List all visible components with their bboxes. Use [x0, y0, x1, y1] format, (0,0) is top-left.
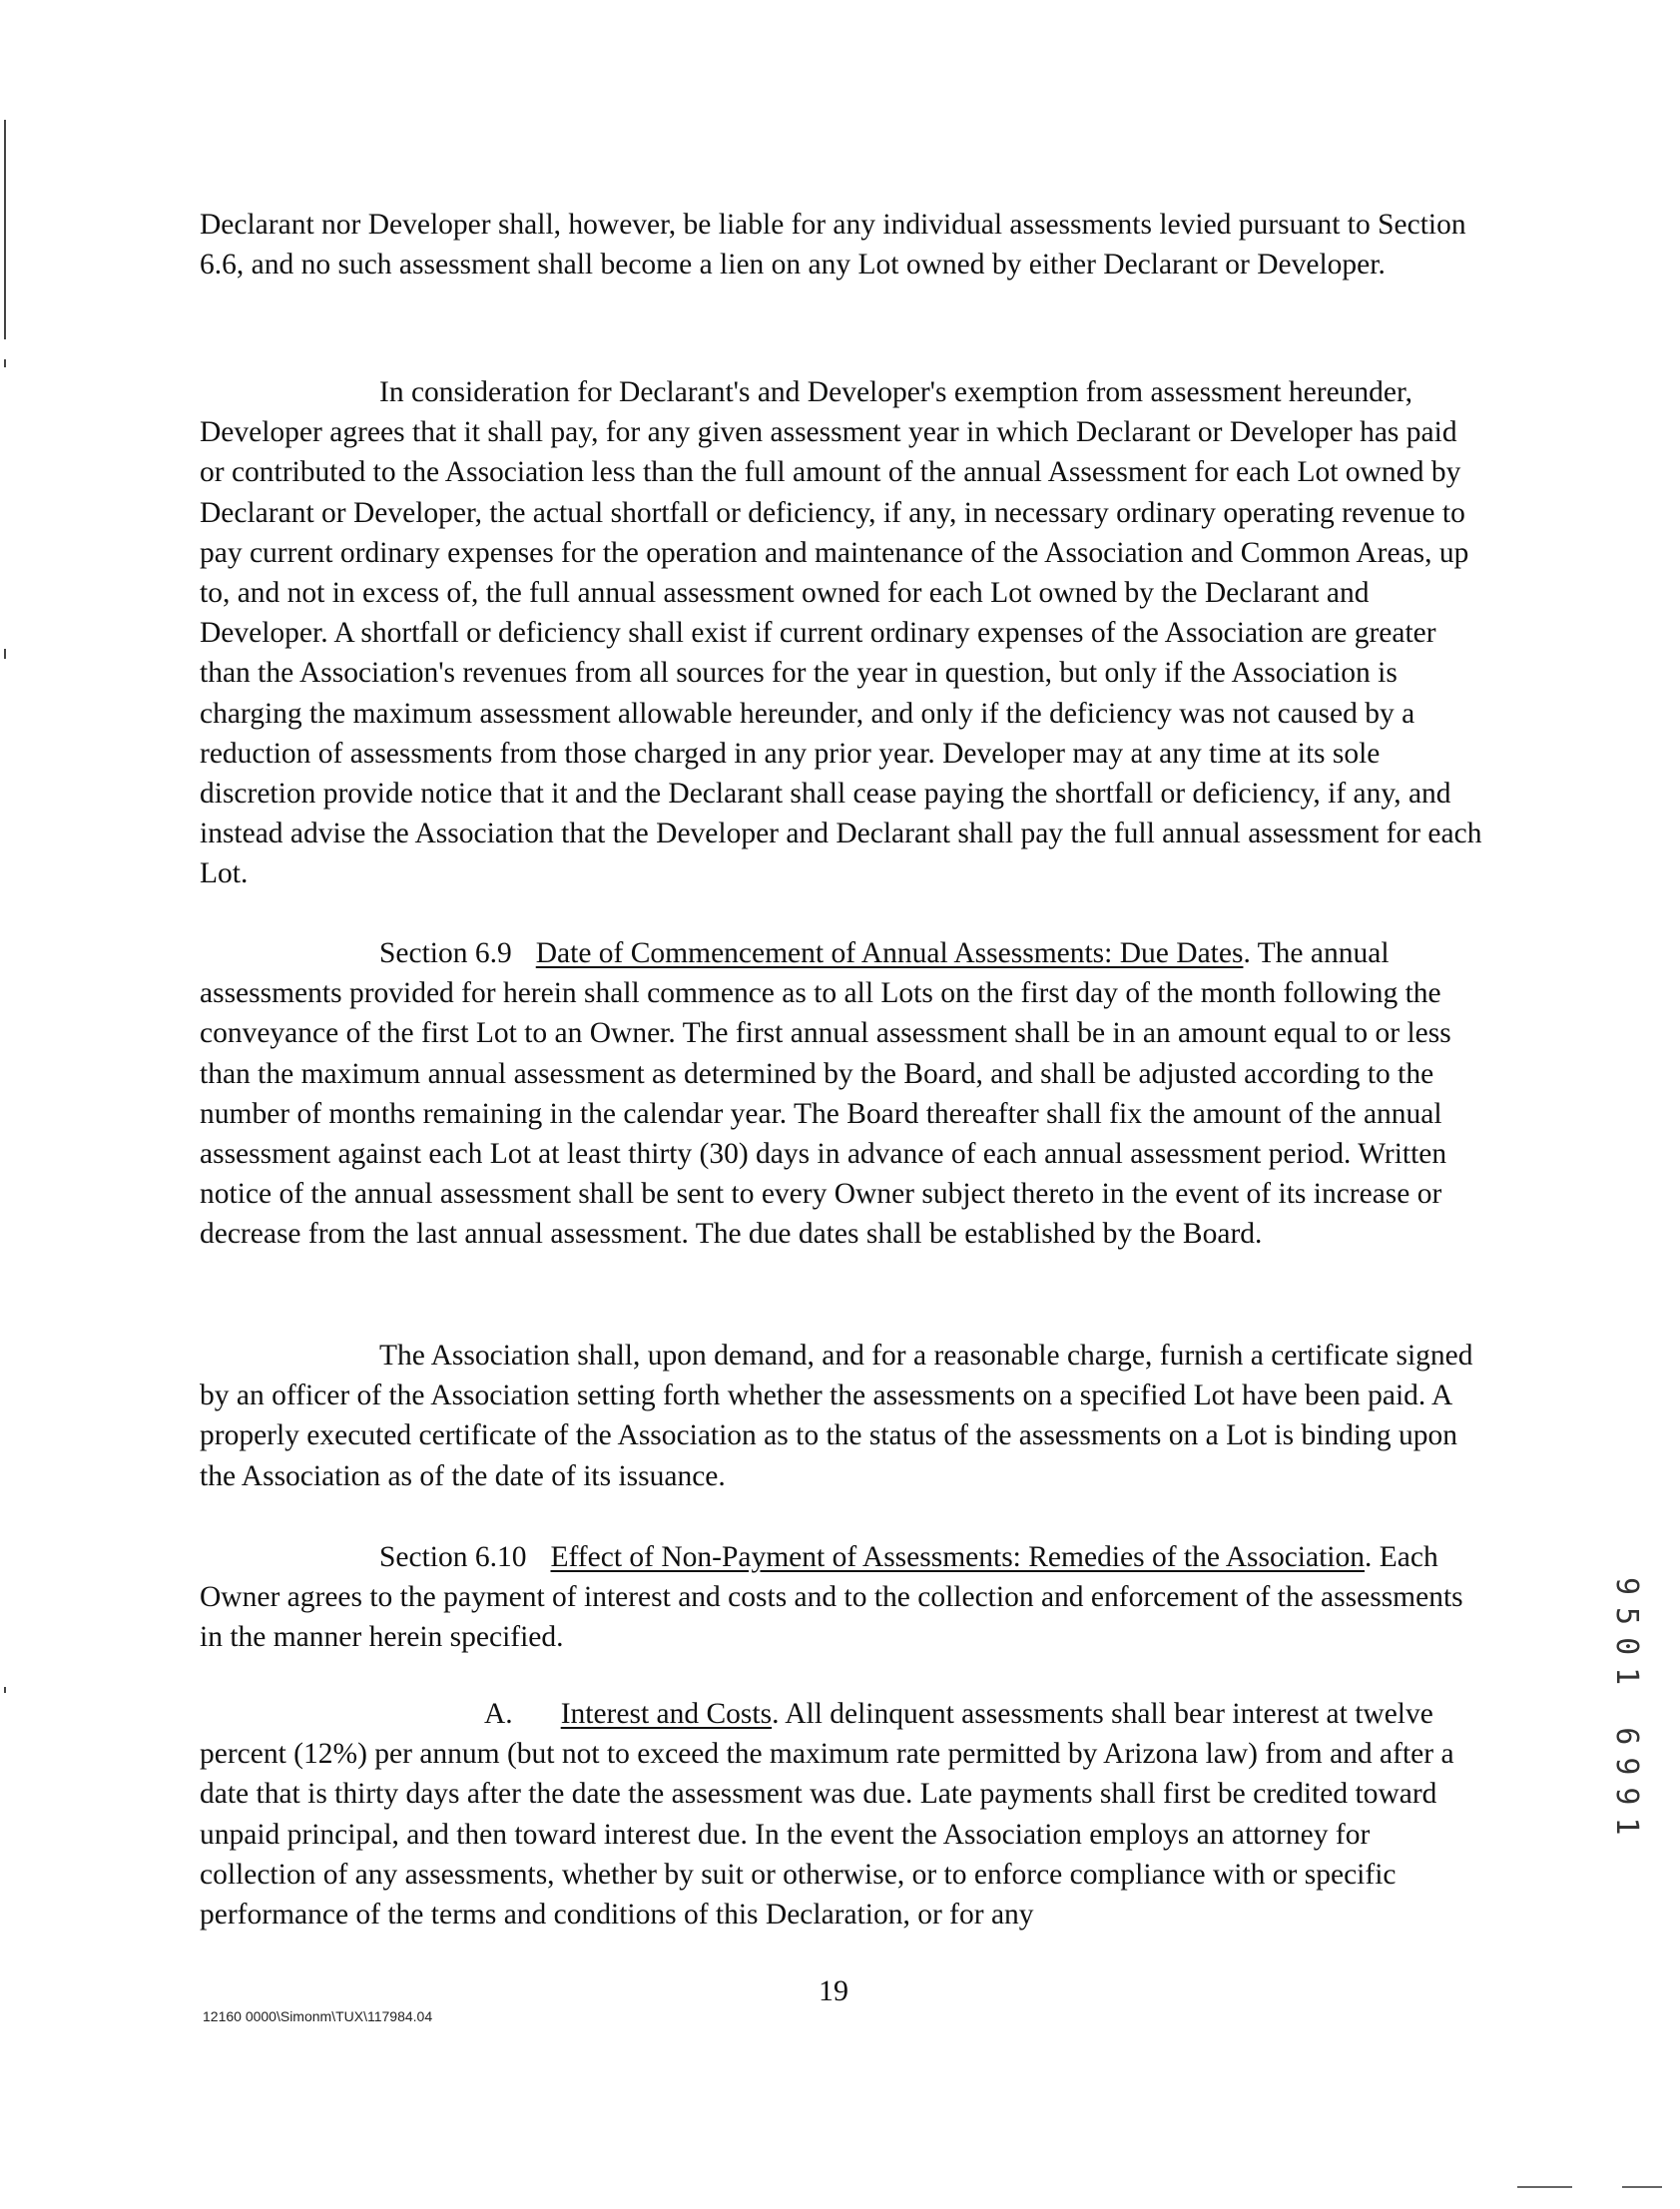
subsection-a-title: Interest and Costs — [560, 1698, 773, 1730]
document-id: 12160 0000\Simonm\TUX\117984.04 — [203, 2008, 433, 2024]
section-6-10-title: Effect of Non-Payment of Assessments: Remedies of the Association — [550, 1541, 1365, 1573]
paragraph-developer-shortfall: In consideration for Declarant's and Developer's exemption from assessment hereunder, Developer agrees that it shall pay, for any given assessment year in which Declarant or Developer has paid or contributed to the Association less than the full amount of the annual Assessment for each Lot owned by Declarant or Developer, the actual shortfall or deficiency, if any, in necessary ordinary operating revenue to pay current ordinary expenses for the operation and maintenance of the Association and Common Areas, up to, and not in excess of, the full annual assessment owned for each Lot owned by the Declarant and Developer. A shortfall or deficiency shall exist if current ordinary expenses of the Association are greater than the Association's revenues from all sources for the year in question, but only if the Association is charging the maximum assessment allowable hereunder, and only if the deficiency was not caused by a reduction of assessments from those charged in any prior year. Developer may at any time at its sole discretion provide notice that it and the Declarant shall cease paying the shortfall or deficiency, if any, and instead advise the Association that the Developer and Declarant shall pay the full annual assessment for each Lot. — [200, 376, 1482, 890]
section-6-10 — [200, 1537, 1487, 1658]
subsection-a-label: A. — [484, 1698, 513, 1730]
scan-edge-mark — [4, 649, 6, 659]
section-6-9 — [200, 933, 1487, 1255]
subsection-a-body: . All delinquent assessments shall bear interest at twelve percent (12%) per annum (but not to exceed the maximum rate permitted by Arizona law) from and after a date that is thirty days after the date the assessment was due. Late payments shall first be credited toward unpaid principal, and then toward interest due. In the event the Association employs an attorney for collection of any assessments, whether by suit or otherwise, or to enforce compliance with or specific performance of the terms and conditions of this Declaration, or for any — [200, 1698, 1454, 1932]
section-6-9-title: Date of Commencement of Annual Assessments: Due Dates — [535, 937, 1244, 969]
page-number: 19 — [819, 1974, 848, 2007]
section-6-10-body: . Each Owner agrees to the payment of interest and costs and to the collection and enforcement of the assessments in the manner herein specified. — [200, 1541, 1463, 1654]
section-6-9-body: . The annual assessments provided for herein shall commence as to all Lots on the first day of the month following the conveyance of the first Lot to an Owner. The first annual assessment shall be in an amount equal to or less than the maximum annual assessment as determined by the Board, and shall be adjusted according to the number of months remaining in the calendar year. The Board thereafter shall fix the amount of the annual assessment against each Lot at least thirty (30) days in advance of each annual assessment period. Written notice of the annual assessment shall be sent to every Owner subject thereto in the event of its increase or decrease from the last annual assessment. The due dates shall be established by the Board. — [200, 937, 1451, 1251]
paragraph-certificate: The Association shall, upon demand, and for a reasonable charge, furnish a certificate signed by an officer of the Association setting forth whether the assessments on a specified Lot have been paid. A properly executed certificate of the Association as to the status of the assessments on a Lot is binding upon the Association as of the date of its issuance. — [200, 1340, 1473, 1492]
subsection-a — [200, 1694, 1487, 1934]
recording-stamp — [1609, 1577, 1652, 1917]
scan-edge-mark — [4, 1687, 6, 1693]
scan-edge-mark — [1622, 2186, 1662, 2188]
section-6-10-number: Section 6.10 — [379, 1541, 527, 1573]
section-6-9-number: Section 6.9 — [379, 937, 512, 969]
scan-edge-mark — [4, 120, 6, 339]
scan-edge-mark — [4, 359, 6, 367]
recording-stamp-text: 9501 6991 — [1609, 1577, 1644, 1848]
paragraph-declarant-liability: Declarant nor Developer shall, however, be liable for any individual assessments levied pursuant to Section 6.6, and no such assessment shall become a lien on any Lot owned by either Declarant or Developer. — [200, 209, 1466, 281]
scan-edge-mark — [1517, 2186, 1572, 2188]
